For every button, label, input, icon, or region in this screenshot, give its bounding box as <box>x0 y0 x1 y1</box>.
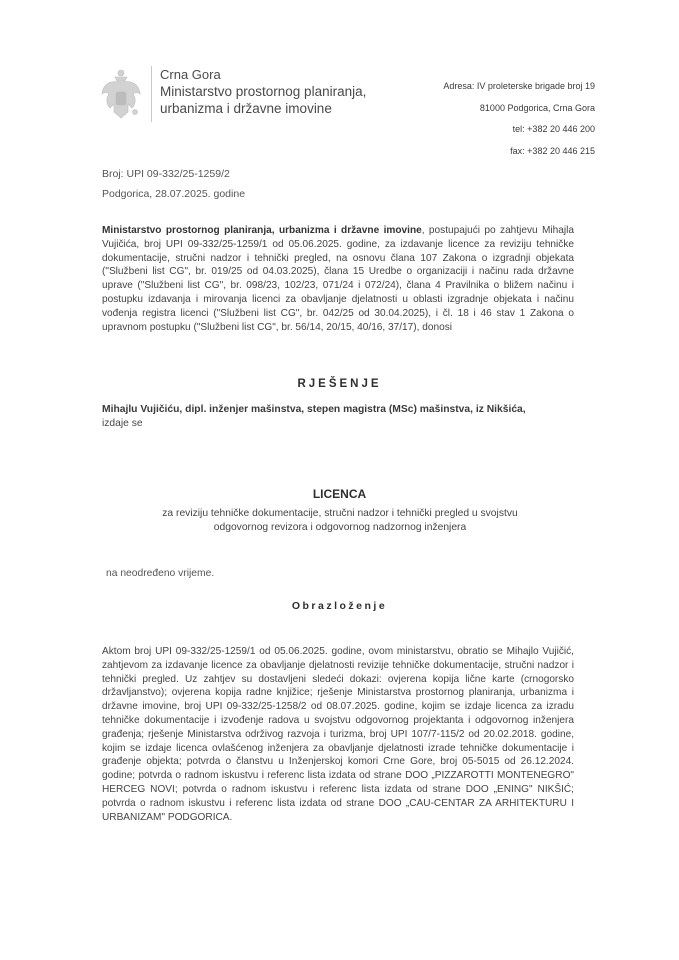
reasoning-paragraph: Aktom broj UPI 09-332/25-1259/1 od 05.06.2025. godine, ovom ministarstvu, obratio se Mihajlo Vujičić, zahtjevom za izdavanje licence za obavljanje djelatnosti revizije tehničke dokumentacije, stručni nadzor i tehnički pregled. Uz zahtjev su dostavljeni sledeći dokazi: ovjerena kopija lične karte (crnogorsko državljanstvo); ovjerena kopija radne knjižice; rješenje Ministarstva prostornog planiranja, urbanizma i državne imovine, broj UPI 09-332/25-1258/2 od 08.07.2025. godine, kojim se izdaje licenca za izradu tehničke dokumentacije i izvođenje radova u svojstvu odgovornog projektanta i odgovornog inženjera građenja; rješenje Ministarstva održivog razvoja i turizma, broj UPI 107/7-115/2 od 20.02.2018. godine, kojim se izdaje licenca ovlašćenog inženjera za obavljanje djelatnosti izrade tehničke dokumentacije i građenje objekta; potvrda o članstvu u Inženjerskoj komori Crne Gore, broj 05-5015 od 26.12.2024. godine; potvrda o radnom iskustvu i referenc lista izdata od strane DOO „PIZZAROTTI MONTENEGRO" HERCEG NOVI; potvrda o radnom iskustvu i referenc lista izdata od strane DOO „ENING" NIKŠIĆ; potvrda o radnom iskustvu i referenc lista izdata od strane DOO „CAU-CENTAR ZA ARHITEKTURU I URBANIZAM" PODGORICA. <box>102 646 574 823</box>
ministry-name-line1: Ministarstvo prostornog planiranja, <box>160 84 367 99</box>
license-line2: odgovornog revizora i odgovornog nadzornog inženjera <box>213 522 467 533</box>
recipient-name: Mihajlu Vujičiću, dipl. inženjer mašinstva, stepen magistra (MSc) mašinstva, iz Nikšića, <box>102 404 526 415</box>
license-title: LICENCA <box>312 487 367 501</box>
intro-lead: Ministarstvo prostornog planiranja, urbanizma i državne imovine <box>102 225 422 236</box>
license-term: na neodređeno vrijeme. <box>106 568 215 579</box>
document-meta <box>102 164 245 204</box>
address-line1: Adresa: IV proleterske brigade broj 19 <box>443 81 595 91</box>
recipient-tail: izdaje se <box>102 418 143 429</box>
country-name: Crna Gora <box>160 67 221 82</box>
place-and-date: Podgorica, 28.07.2025. godine <box>102 188 246 200</box>
decision-title: RJEŠENJE <box>297 378 382 390</box>
ministry-name-line2: urbanizma i državne imovine <box>160 101 332 116</box>
license-description <box>100 507 580 535</box>
reasoning-title: Obrazloženje <box>291 600 388 612</box>
ministry-name-block <box>160 66 366 117</box>
coat-of-arms-icon <box>100 68 142 120</box>
document-number: Broj: UPI 09-332/25-1259/2 <box>102 168 230 180</box>
header-divider <box>151 66 152 122</box>
recipient-block <box>102 403 582 431</box>
contact-block <box>443 76 595 162</box>
intro-paragraph <box>102 224 574 334</box>
fax-number: fax: +382 20 446 215 <box>510 145 595 156</box>
intro-text: , postupajući po zahtjevu Mihajla Vujičića, broj UPI 09-332/25-1259/1 od 05.06.2025. godine, za izdavanje licence za reviziju tehničke dokumentacije, stručni nadzor i tehnički pregled, na osnovu člana 107 Zakona o izgradnji objekata ("Službeni list CG", br. 019/25 od 04.03.2025), člana 15 Uredbe o organizaciji i načinu rada državne uprave ("Službeni list CG", br. 098/23, 102/23, 071/24 i 072/24), člana 4 Pravilnika o bližem načinu i postupku izdavanja i mirovanja licenci za obavljanje djelatnosti u oblasti izgradnje objekata i načinu vođenja registra licenci ("Službeni list CG", br. 042/25 od 30.04.2025), i čl. 18 i 46 stav 1 Zakona o upravnom postupku ("Službeni list CG", br. 56/14, 20/15, 40/16, 37/17), donosi <box>102 225 574 333</box>
address-line2: 81000 Podgorica, Crna Gora <box>479 102 595 113</box>
phone-number: tel: +382 20 446 200 <box>512 124 595 134</box>
license-line1: za reviziju tehničke dokumentacije, stručni nadzor i tehnički pregled u svojstvu <box>162 508 518 519</box>
